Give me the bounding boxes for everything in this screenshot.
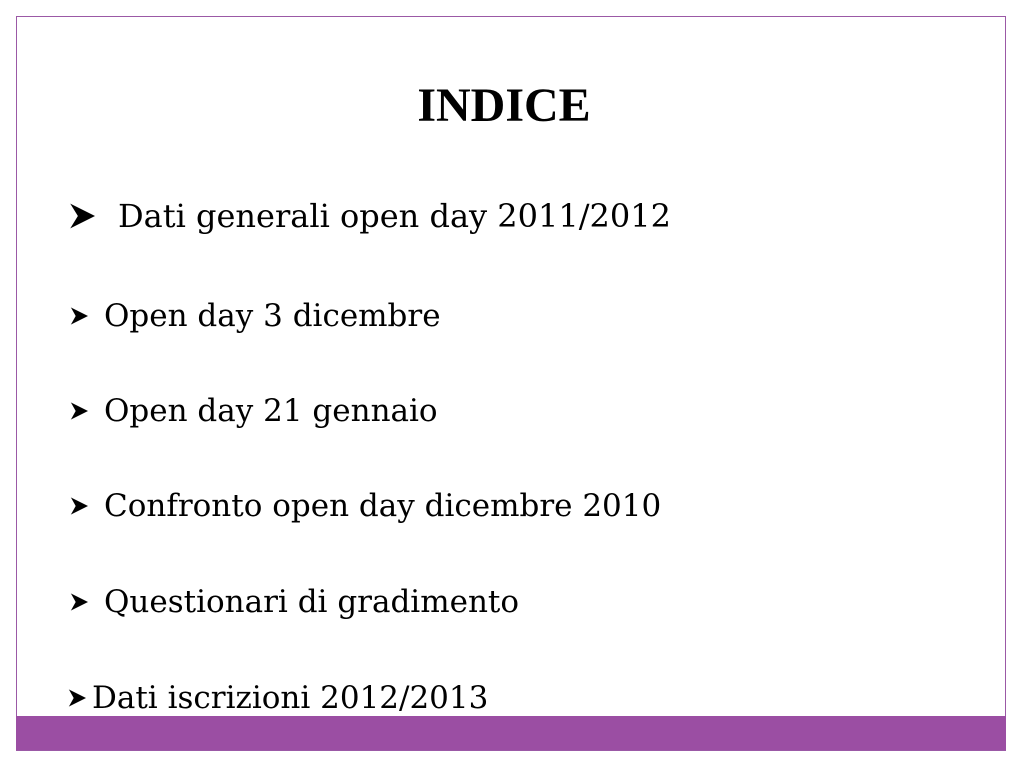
- list-item: [66, 194, 671, 238]
- list-item: [68, 582, 519, 622]
- arrowhead-bullet-icon: [68, 305, 90, 327]
- arrowhead-bullet-icon: [68, 495, 90, 517]
- slide-title: INDICE: [417, 79, 591, 132]
- list-item-label: Open day 3 dicembre: [104, 298, 441, 334]
- list-item-label: Dati generali open day 2011/2012: [118, 197, 671, 235]
- arrowhead-bullet-icon: [68, 591, 90, 613]
- list-item: [68, 296, 441, 336]
- list-item-label: Open day 21 gennaio: [104, 393, 438, 429]
- arrowhead-bullet-icon: [66, 687, 88, 709]
- list-item-label: Dati iscrizioni 2012/2013: [92, 680, 489, 716]
- list-item: [66, 678, 488, 718]
- arrowhead-bullet-icon: [68, 400, 90, 422]
- footer-accent-bar: [16, 716, 1006, 750]
- list-item: [68, 391, 438, 431]
- list-item-label: Confronto open day dicembre 2010: [104, 488, 662, 524]
- list-item: [68, 486, 661, 526]
- list-item-label: Questionari di gradimento: [104, 584, 520, 620]
- arrowhead-bullet-icon: [66, 200, 98, 232]
